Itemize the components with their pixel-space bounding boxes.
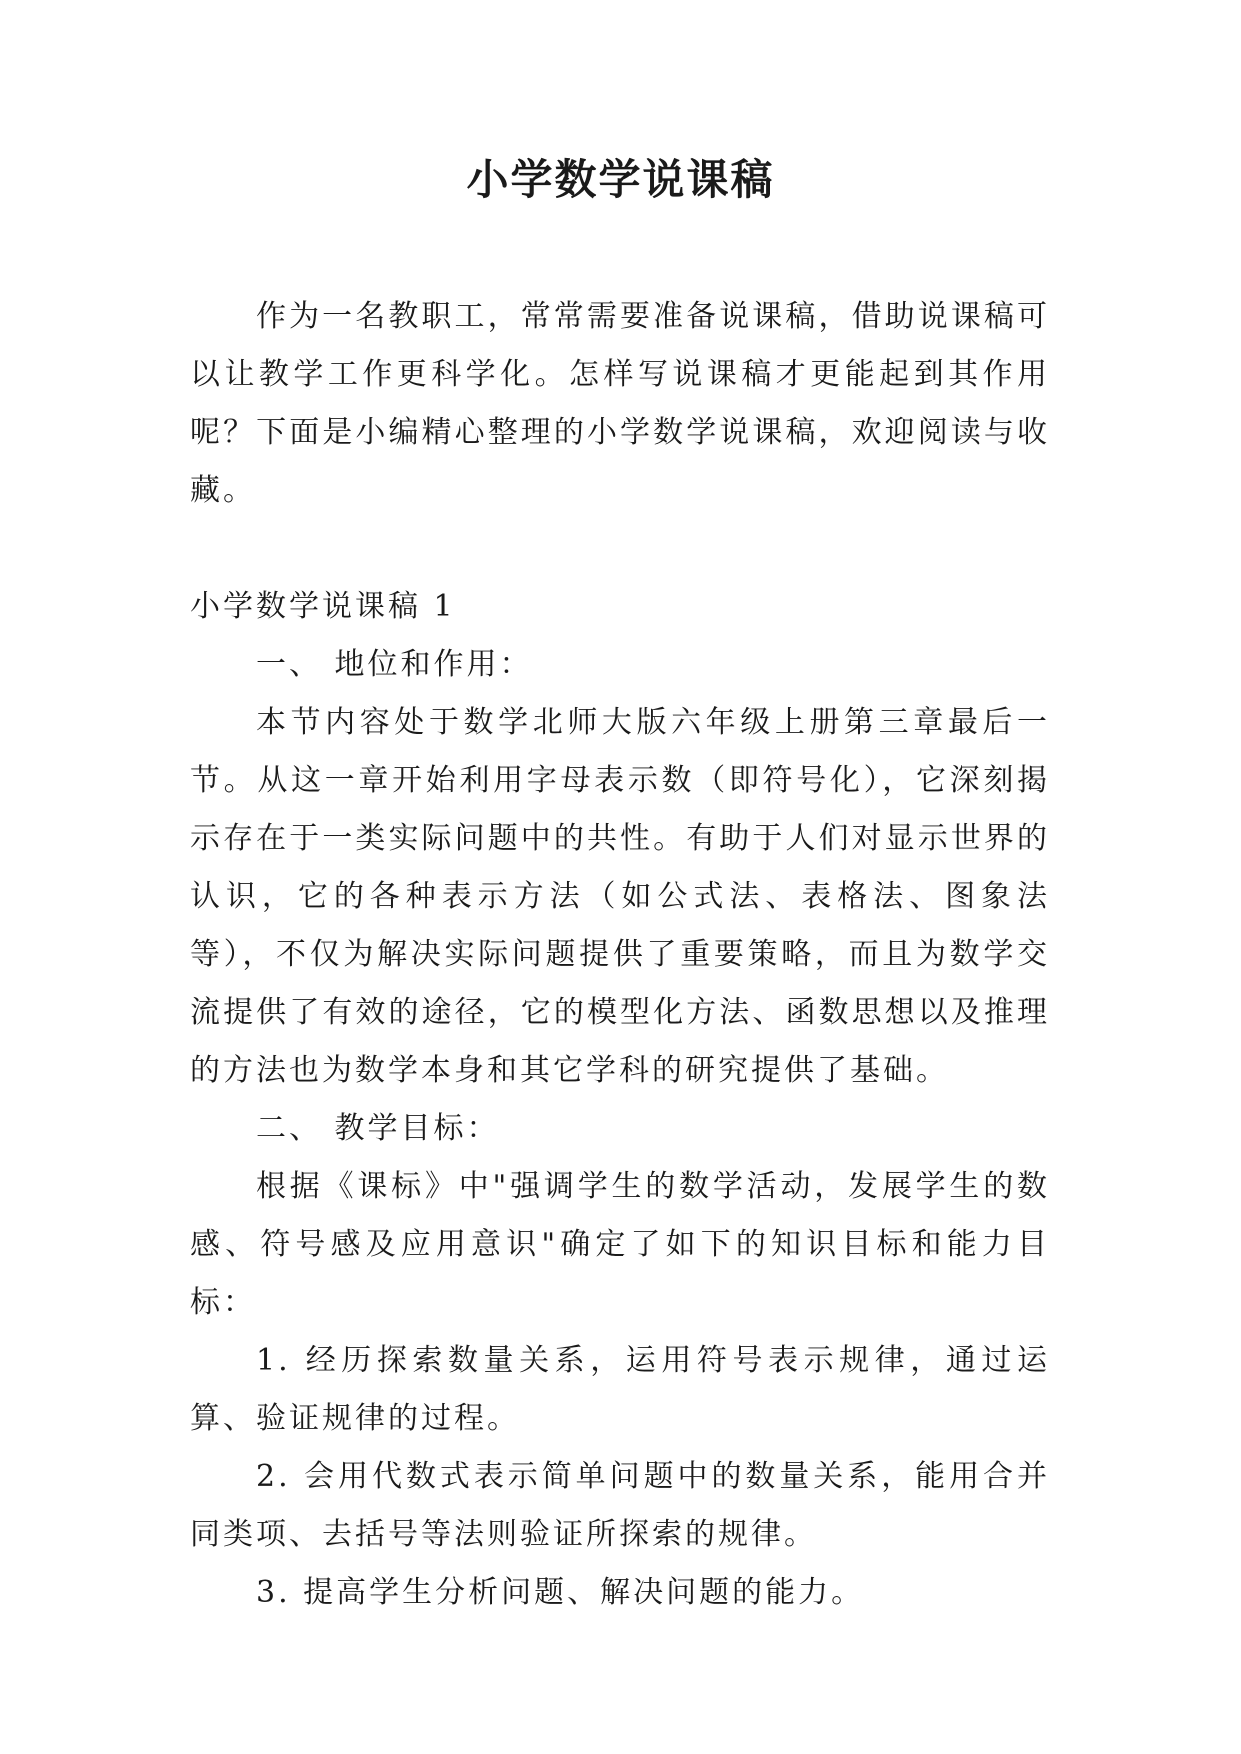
- intro-paragraph: 作为一名教职工，常常需要准备说课稿，借助说课稿可以让教学工作更科学化。怎样写说课稿才更能起到其作用呢？下面是小编精心整理的小学数学说课稿，欢迎阅读与收藏。: [190, 299, 1050, 508]
- section-heading: 小学数学说课稿 1: [190, 589, 456, 624]
- intro-block: [190, 288, 1050, 520]
- goal-item-1: 1. 经历探索数量关系，运用符号表示规律，通过运算、验证规律的过程。: [190, 1343, 1050, 1436]
- heading-teaching-goals: 二、 教学目标：: [256, 1111, 500, 1146]
- heading-position-role: 一、 地位和作用：: [256, 647, 533, 682]
- lesson-content: [190, 578, 1050, 1622]
- paragraph-teaching-goals: 根据《课标》中"强调学生的数学活动，发展学生的数感、符号感及应用意识"确定了如下的知识目标和能力目标：: [190, 1169, 1050, 1320]
- goal-item-3: 3. 提高学生分析问题、解决问题的能力。: [256, 1575, 865, 1610]
- document-title: 小学数学说课稿: [466, 155, 775, 204]
- goal-item-2: 2. 会用代数式表示简单问题中的数量关系，能用合并同类项、去括号等法则验证所探索的规律。: [190, 1459, 1050, 1552]
- paragraph-position-role: 本节内容处于数学北师大版六年级上册第三章最后一节。从这一章开始利用字母表示数（即符号化），它深刻揭示存在于一类实际问题中的共性。有助于人们对显示世界的认识，它的各种表示方法（如公式法、表格法、图象法等），不仅为解决实际问题提供了重要策略，而且为数学交流提供了有效的途径，它的模型化方法、函数思想以及推理的方法也为数学本身和其它学科的研究提供了基础。: [190, 705, 1050, 1088]
